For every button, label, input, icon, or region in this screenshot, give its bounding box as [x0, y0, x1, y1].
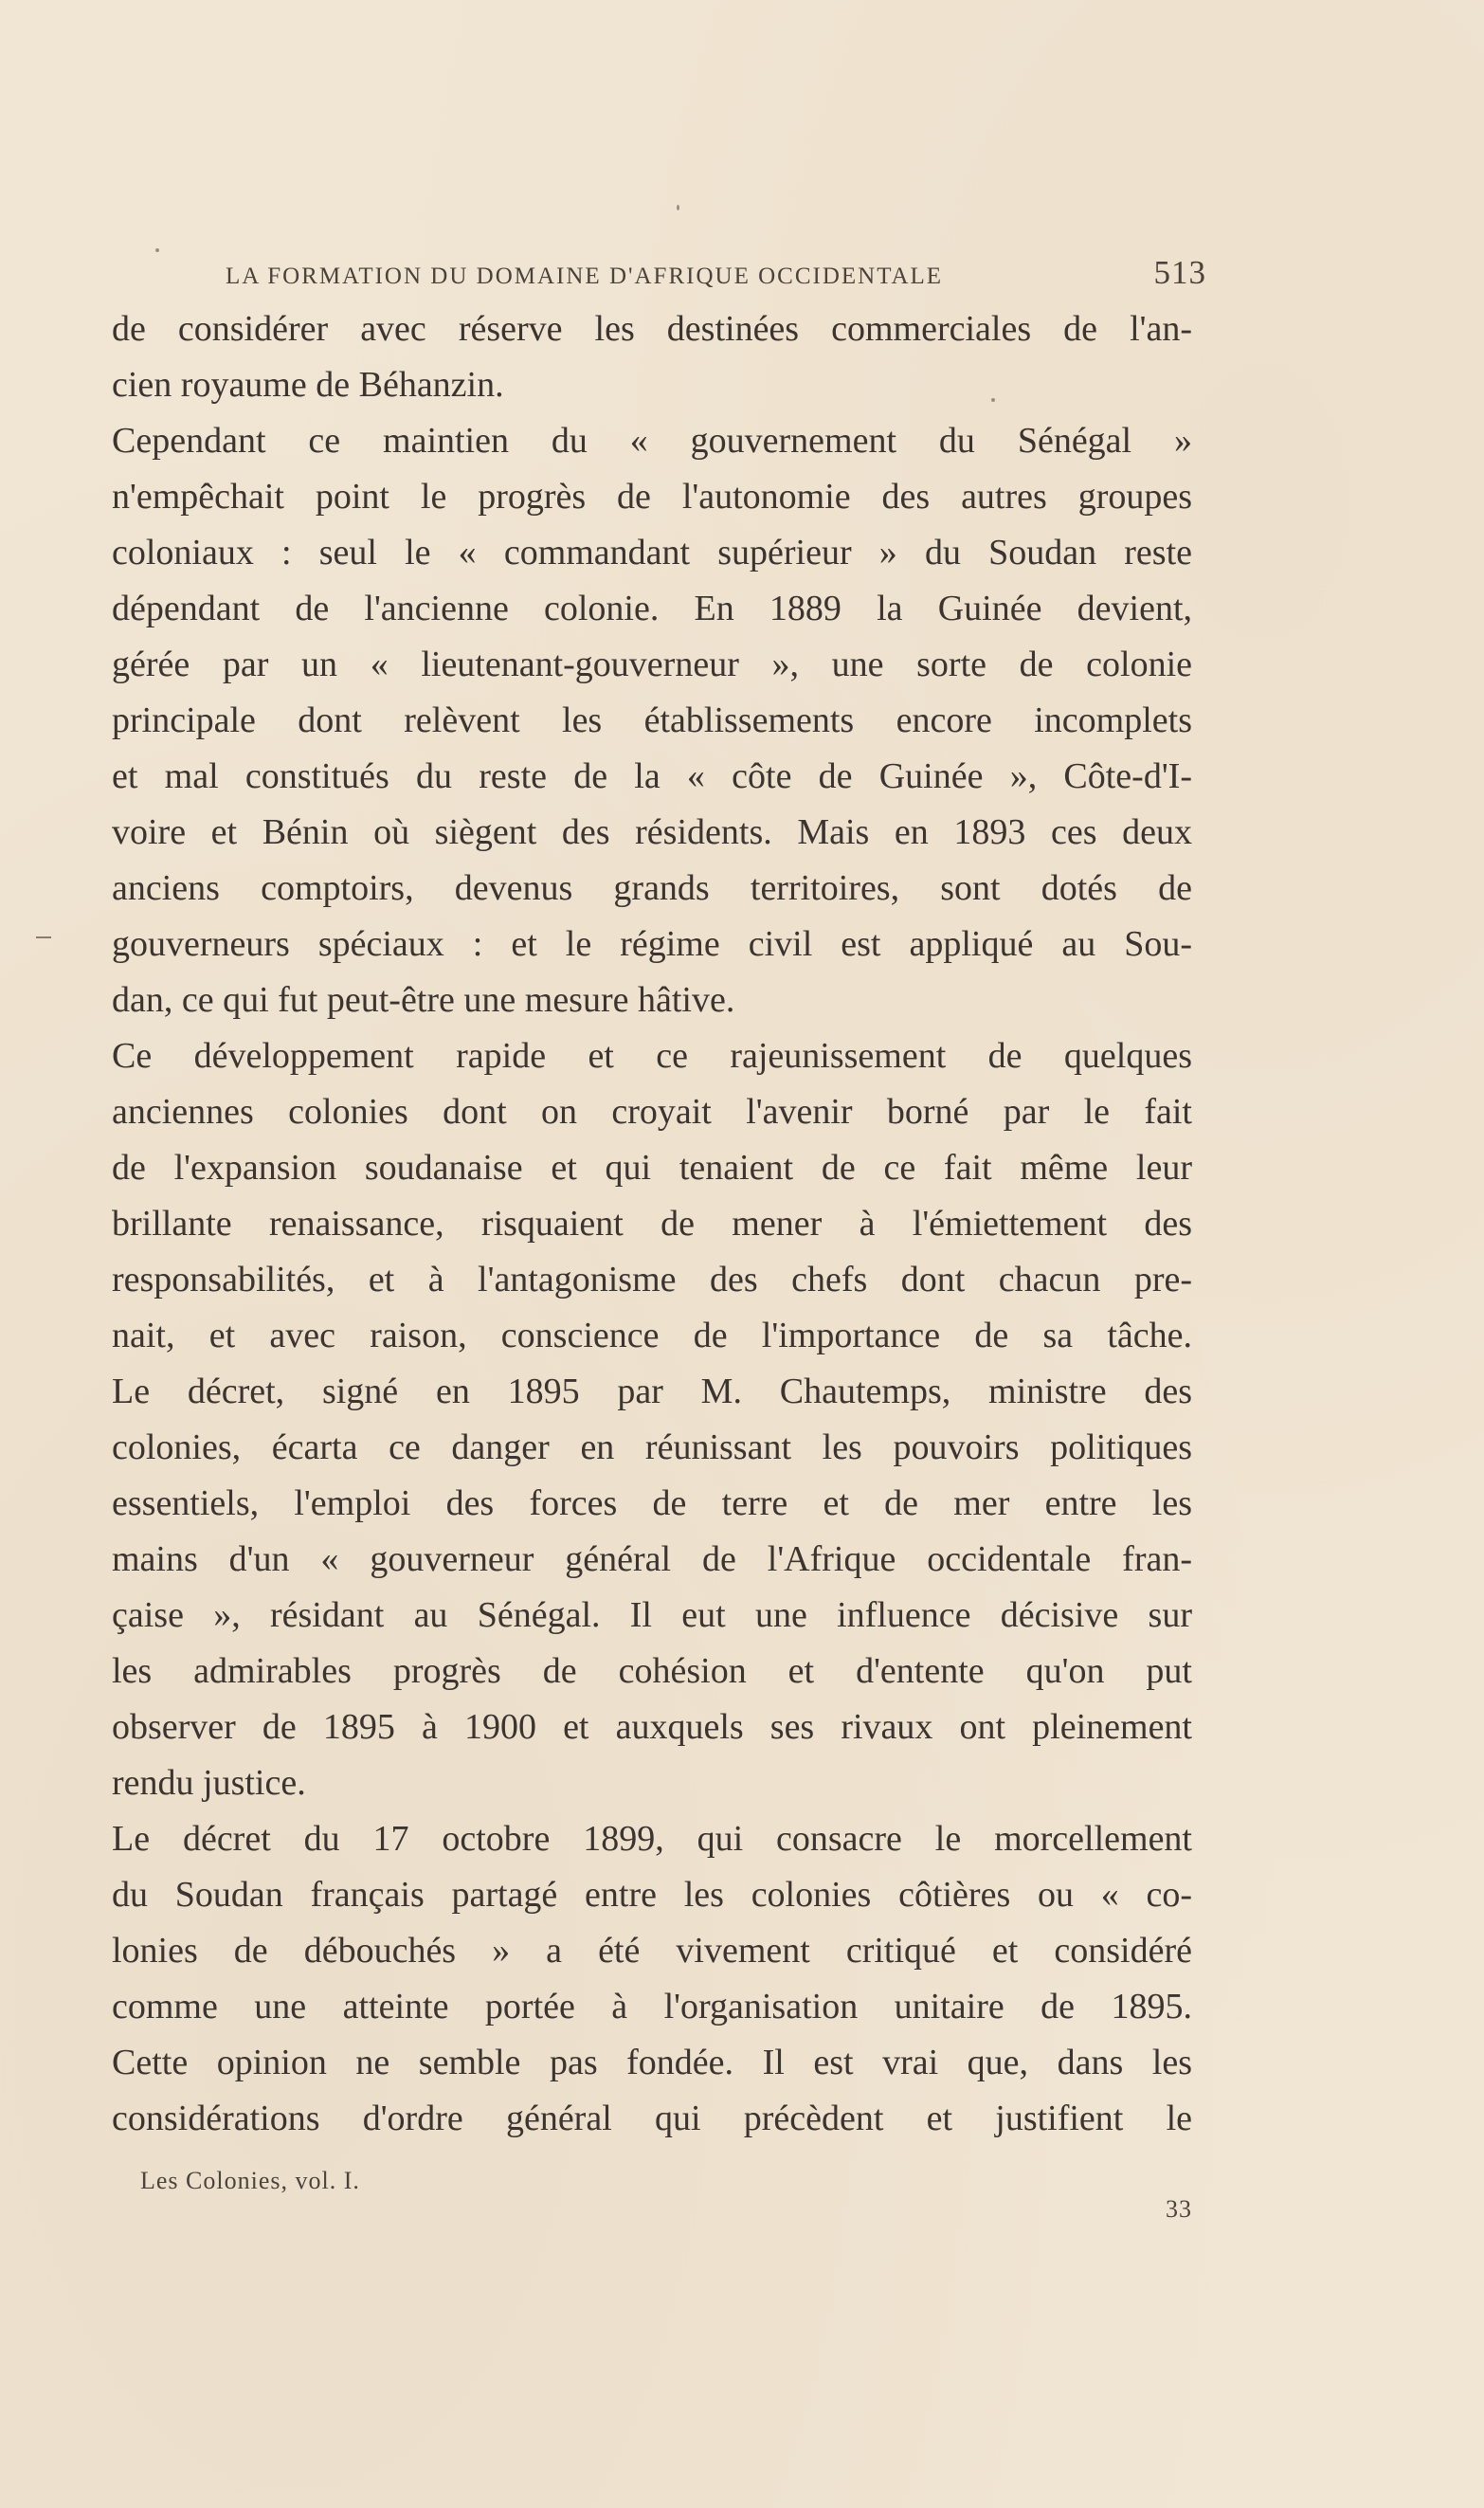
paragraph-1 — [112, 301, 1192, 413]
text-line: rendu justice. — [112, 1763, 306, 1803]
text-line: çaise », résidant au Sénégal. Il eut une influence décisive sur — [112, 1595, 1192, 1635]
page-footer — [140, 2167, 1192, 2223]
body-text — [112, 301, 1192, 2147]
text-line: Cette opinion ne semble pas fondée. Il est vrai que, dans les — [112, 2043, 1192, 2082]
text-line: responsabilités, et à l'antagonisme des chefs dont chacun pre- — [112, 1260, 1192, 1299]
text-line: de l'expansion soudanaise et qui tenaient de ce fait même leur — [112, 1148, 1192, 1188]
text-line: les admirables progrès de cohésion et d'entente qu'on put — [112, 1651, 1192, 1691]
text-line: considérations d'ordre général qui précèdent et justifient le — [112, 2099, 1192, 2138]
text-line: dépendant de l'ancienne colonie. En 1889 la Guinée devient, — [112, 589, 1192, 628]
text-line: Ce développement rapide et ce rajeunissement de quelques — [112, 1036, 1192, 1076]
paragraph-2 — [112, 413, 1192, 1028]
running-header — [226, 254, 1206, 292]
text-line: dan, ce qui fut peut-être une mesure hâtive. — [112, 980, 735, 1020]
paper-speck — [155, 248, 159, 252]
margin-mark — [36, 936, 51, 938]
text-line: anciennes colonies dont on croyait l'avenir borné par le fait — [112, 1092, 1192, 1132]
text-line: Le décret du 17 octobre 1899, qui consacre le morcellement — [112, 1819, 1192, 1859]
footer-source: Les Colonies, vol. I. — [140, 2167, 360, 2194]
text-line: et mal constitués du reste de la « côte de Guinée », Côte-d'I- — [112, 756, 1192, 796]
text-line: colonies, écarta ce danger en réunissant les pouvoirs politiques — [112, 1427, 1192, 1467]
paper-speck — [677, 205, 679, 210]
text-line: gouverneurs spéciaux : et le régime civil est appliqué au Sou- — [112, 924, 1192, 964]
text-line: Cependant ce maintien du « gouvernement du Sénégal » — [112, 421, 1192, 461]
text-line: observer de 1895 à 1900 et auxquels ses rivaux ont pleinement — [112, 1707, 1192, 1747]
signature-mark: 33 — [1166, 2195, 1192, 2223]
text-line: du Soudan français partagé entre les colonies côtières ou « co- — [112, 1875, 1192, 1915]
paragraph-3 — [112, 1028, 1192, 1811]
text-line: Le décret, signé en 1895 par M. Chautemps, ministre des — [112, 1372, 1192, 1411]
text-line: voire et Bénin où siègent des résidents. Mais en 1893 ces deux — [112, 812, 1192, 852]
text-line: mains d'un « gouverneur général de l'Afrique occidentale fran- — [112, 1539, 1192, 1579]
text-line: brillante renaissance, risquaient de mener à l'émiettement des — [112, 1204, 1192, 1244]
text-line: anciens comptoirs, devenus grands territoires, sont dotés de — [112, 868, 1192, 908]
text-line: principale dont relèvent les établissements encore incomplets — [112, 700, 1192, 740]
text-line: comme une atteinte portée à l'organisation unitaire de 1895. — [112, 1987, 1192, 2026]
running-title: LA FORMATION DU DOMAINE D'AFRIQUE OCCIDENTALE — [226, 264, 944, 289]
text-line: coloniaux : seul le « commandant supérieur » du Soudan reste — [112, 533, 1192, 572]
text-line: cien royaume de Béhanzin. — [112, 365, 504, 405]
text-line: gérée par un « lieutenant-gouverneur », une sorte de colonie — [112, 645, 1192, 684]
page-number: 513 — [1153, 254, 1206, 291]
text-line: lonies de débouchés » a été vivement critiqué et considéré — [112, 1931, 1192, 1971]
text-line: nait, et avec raison, conscience de l'importance de sa tâche. — [112, 1316, 1192, 1355]
paragraph-4 — [112, 1811, 1192, 2147]
text-line: de considérer avec réserve les destinées commerciales de l'an- — [112, 309, 1192, 349]
text-line: essentiels, l'emploi des forces de terre et de mer entre les — [112, 1483, 1192, 1523]
text-line: n'empêchait point le progrès de l'autonomie des autres groupes — [112, 477, 1192, 517]
